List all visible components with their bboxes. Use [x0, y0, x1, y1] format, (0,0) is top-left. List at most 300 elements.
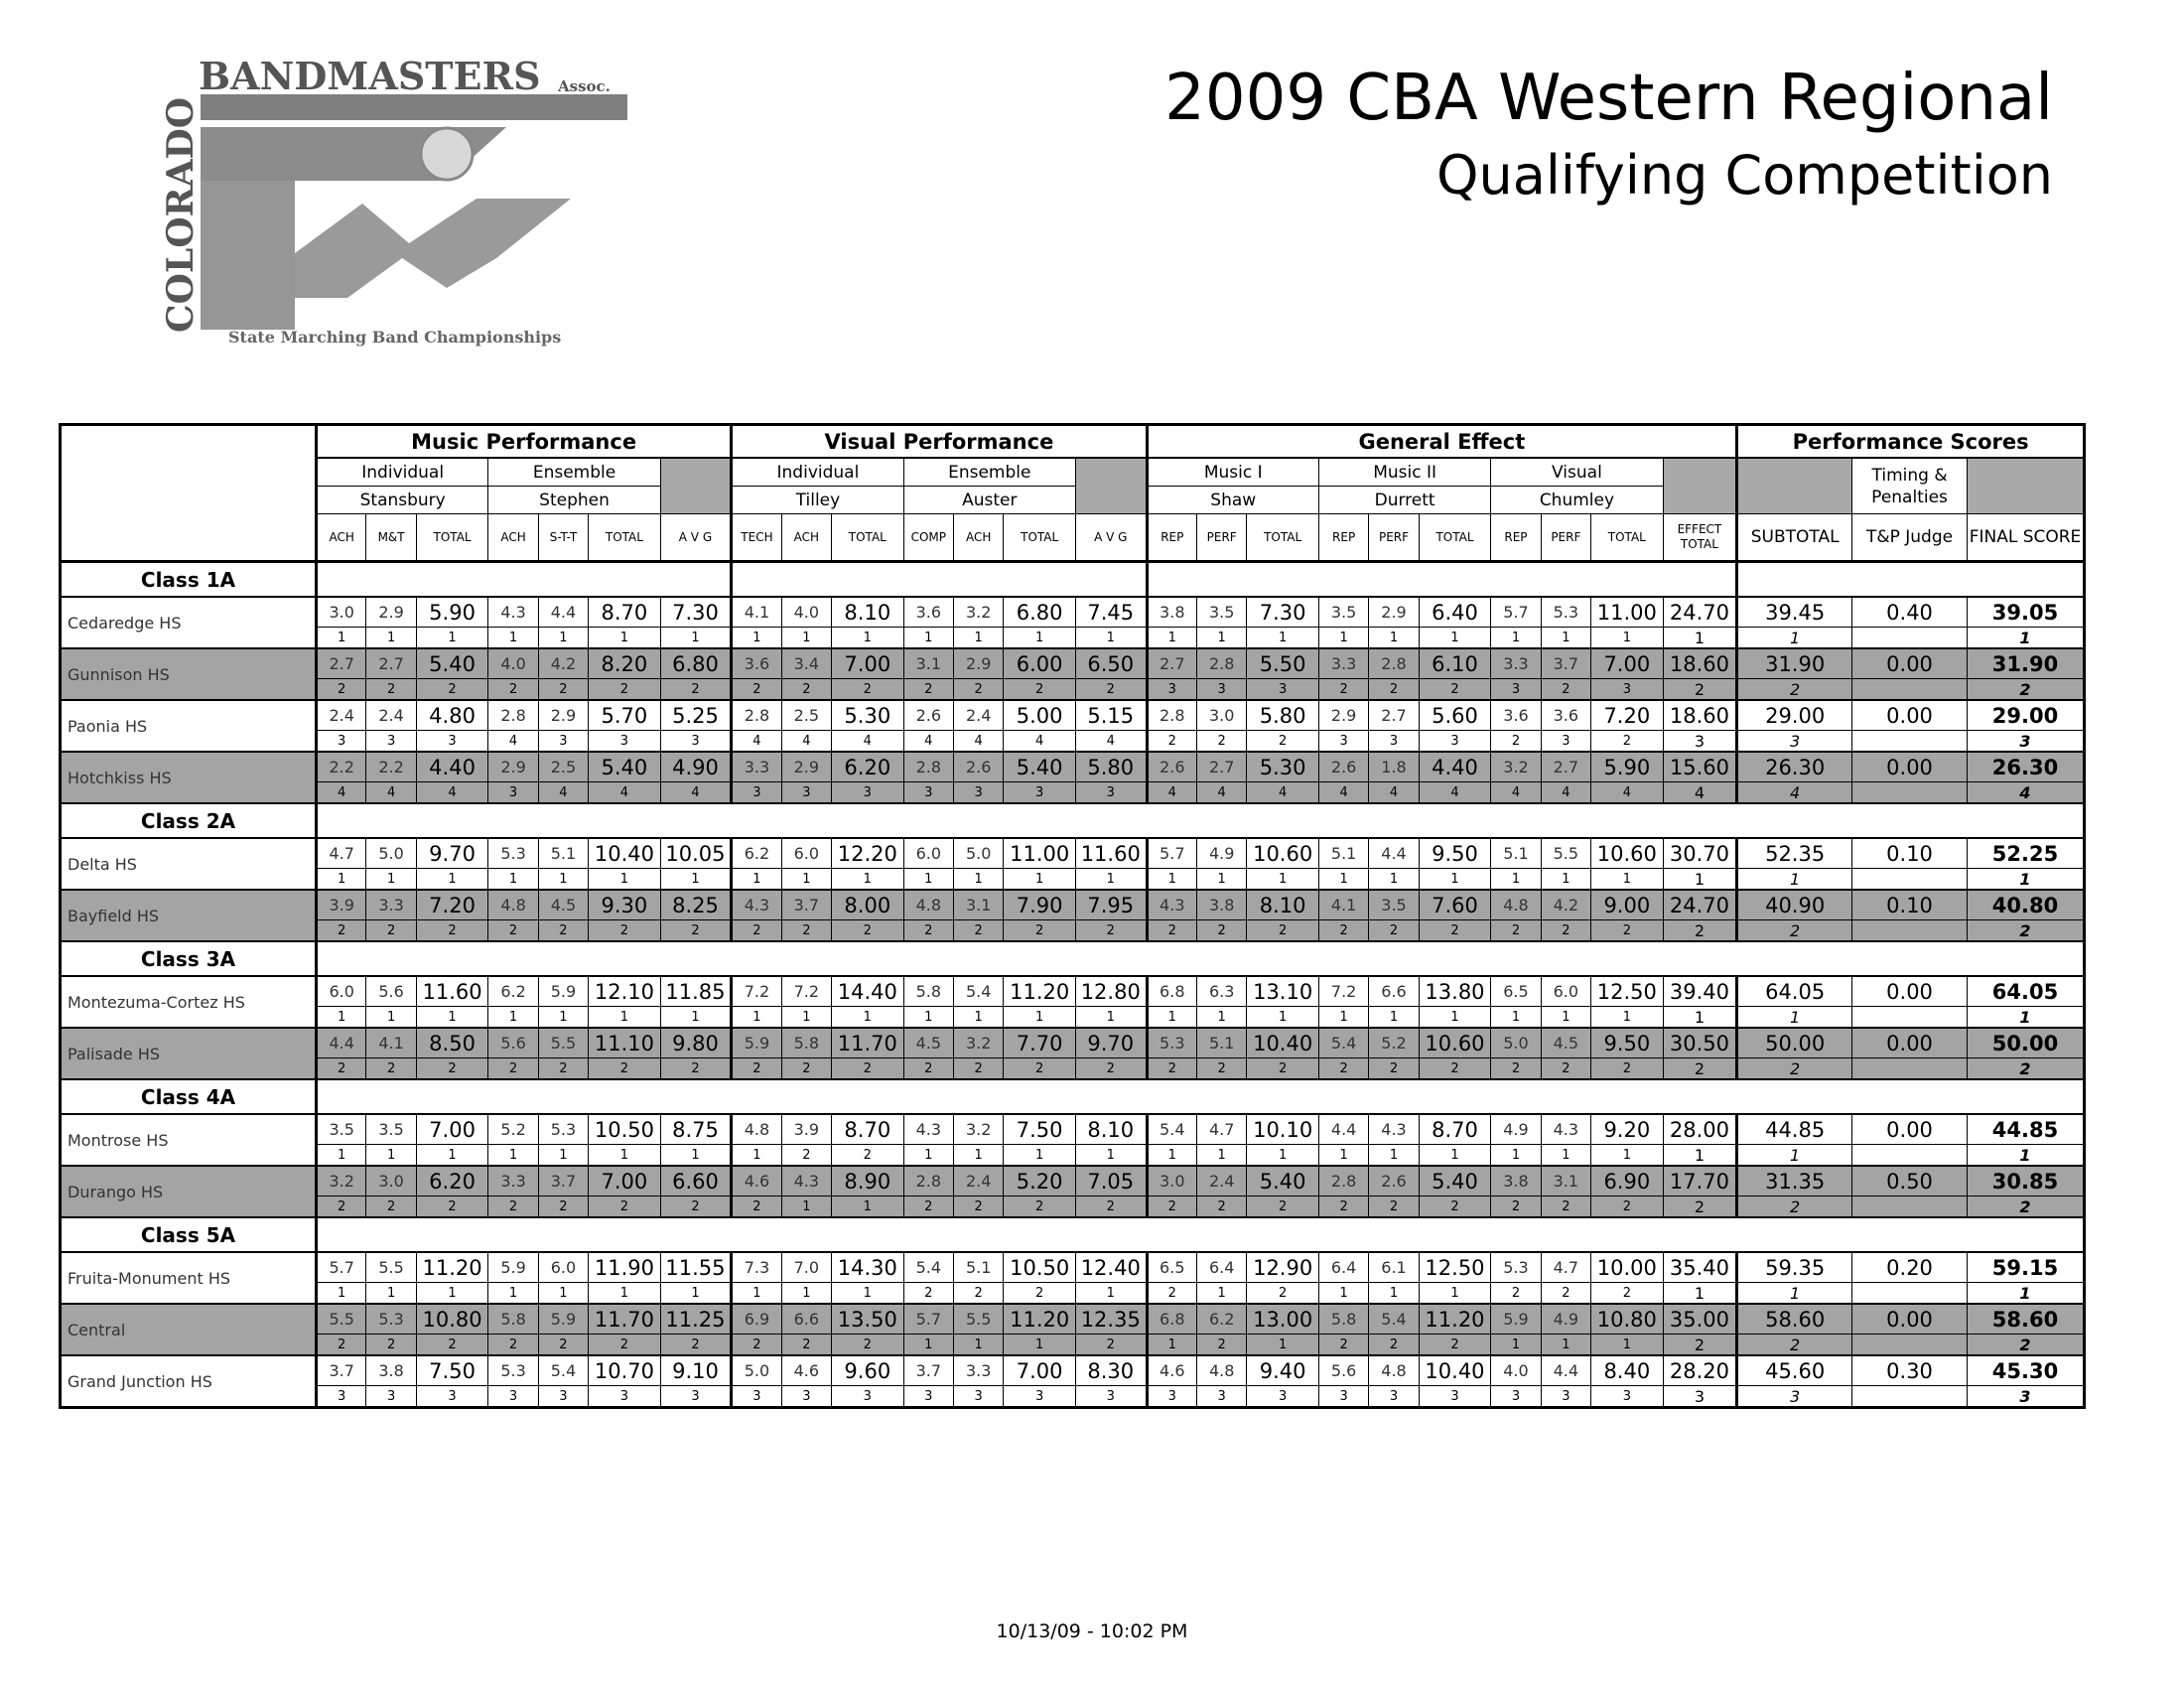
rank-cell: 2 — [1491, 1283, 1541, 1305]
score-cell: 6.8 — [1147, 976, 1196, 1007]
score-cell: 6.3 — [1196, 976, 1246, 1007]
rank-cell: 1 — [1247, 1335, 1319, 1356]
score-cell: 3.8 — [1196, 890, 1246, 920]
final-rank: 2 — [1967, 920, 2084, 942]
rank-cell: 2 — [317, 1335, 366, 1356]
rank-cell: 2 — [781, 679, 831, 701]
rank-cell: 2 — [781, 1335, 831, 1356]
score-cell: 7.50 — [416, 1355, 488, 1386]
score-cell: 12.10 — [589, 976, 661, 1007]
score-cell: 3.2 — [953, 1028, 1003, 1058]
score-cell: 4.7 — [1541, 1252, 1590, 1283]
rank-cell: 3 — [1419, 1386, 1491, 1408]
score-cell: 7.90 — [1004, 890, 1076, 920]
score-cell: 4.6 — [1147, 1355, 1196, 1386]
rank-cell: 1 — [1419, 1007, 1491, 1029]
rank-cell: 2 — [732, 1196, 781, 1218]
score-cell: 30.70 — [1663, 838, 1737, 869]
score-cell: 5.7 — [1147, 838, 1196, 869]
rank-cell: 1 — [781, 869, 831, 891]
rank-cell: 1 — [366, 1283, 416, 1305]
rank-cell: 1 — [1491, 1007, 1541, 1029]
rank-cell: 1 — [1591, 1145, 1664, 1167]
score-cell: 31.90 — [1737, 648, 1852, 679]
score-cell: 4.5 — [1541, 1028, 1590, 1058]
score-cell: 4.3 — [1147, 890, 1196, 920]
footer-timestamp: 10/13/09 - 10:02 PM — [996, 1620, 1188, 1642]
score-cell: 39.45 — [1737, 597, 1852, 628]
score-cell: 64.05 — [1737, 976, 1852, 1007]
score-cell: 5.4 — [903, 1252, 953, 1283]
rank-cell: 2 — [1419, 679, 1491, 701]
rank-cell: 2 — [589, 1335, 661, 1356]
rank-cell: 1 — [1318, 1007, 1368, 1029]
rank-cell: 2 — [732, 920, 781, 942]
rank-cell: 2 — [1147, 1058, 1196, 1080]
rank-cell: 1 — [488, 869, 538, 891]
rank-cell: 1 — [1737, 628, 1852, 649]
column-header: EFFECT TOTAL — [1663, 514, 1737, 562]
rank-cell: 3 — [1419, 731, 1491, 753]
score-cell: 5.0 — [1491, 1028, 1541, 1058]
rank-row — [61, 1386, 2085, 1408]
rank-cell: 3 — [1591, 1386, 1664, 1408]
rank-cell: 1 — [1541, 1007, 1590, 1029]
score-cell: 6.5 — [1147, 1252, 1196, 1283]
rank-cell: 2 — [416, 1335, 488, 1356]
final-score: 64.05 — [1967, 976, 2084, 1007]
rank-cell: 2 — [903, 1196, 953, 1218]
rank-cell: 2 — [1663, 1335, 1737, 1356]
rank-cell: 1 — [1541, 1335, 1590, 1356]
rank-cell: 2 — [538, 679, 588, 701]
score-cell: 7.50 — [1004, 1114, 1076, 1145]
rank-cell: 2 — [538, 1335, 588, 1356]
rank-cell: 1 — [953, 628, 1003, 649]
score-cell: 28.20 — [1663, 1355, 1737, 1386]
rank-cell: 2 — [1004, 1058, 1076, 1080]
rank-cell: 2 — [1491, 920, 1541, 942]
rank-cell: 1 — [1318, 628, 1368, 649]
corner-cell — [61, 425, 317, 562]
rank-cell: 3 — [1491, 1386, 1541, 1408]
rank-row — [61, 869, 2085, 891]
rank-cell: 1 — [366, 1007, 416, 1029]
ge-total-header-blank — [1663, 458, 1737, 514]
rank-cell: 2 — [1419, 920, 1491, 942]
rank-cell: 4 — [1318, 782, 1368, 804]
score-cell: 4.90 — [660, 752, 732, 782]
score-cell: 3.6 — [1541, 700, 1590, 731]
rank-cell: 1 — [1196, 628, 1246, 649]
score-cell: 4.8 — [488, 890, 538, 920]
rank-cell: 2 — [660, 1058, 732, 1080]
score-cell: 58.60 — [1737, 1304, 1852, 1335]
score-cell: 13.10 — [1247, 976, 1319, 1007]
score-cell: 3.0 — [1147, 1166, 1196, 1196]
score-cell: 26.30 — [1737, 752, 1852, 782]
judge-visual-ensemble: Auster — [903, 487, 1075, 514]
rank-cell: 2 — [732, 679, 781, 701]
column-header: A V G — [1075, 514, 1147, 562]
rank-cell: 1 — [538, 628, 588, 649]
rank-cell: 2 — [317, 1196, 366, 1218]
score-cell: 0.30 — [1852, 1355, 1968, 1386]
score-cell: 50.00 — [1737, 1028, 1852, 1058]
rank-cell: 1 — [1491, 628, 1541, 649]
score-cell: 18.60 — [1663, 700, 1737, 731]
judge-music-individual: Stansbury — [317, 487, 488, 514]
rank-cell: 1 — [317, 1007, 366, 1029]
band-name: Durango HS — [61, 1166, 317, 1217]
score-cell: 5.4 — [1369, 1304, 1419, 1335]
score-cell: 4.40 — [416, 752, 488, 782]
rank-cell: 1 — [1004, 1335, 1076, 1356]
score-cell: 7.2 — [1318, 976, 1368, 1007]
rank-cell: 3 — [832, 1386, 904, 1408]
rank-cell: 2 — [1147, 920, 1196, 942]
rank-cell: 1 — [1737, 1145, 1852, 1167]
score-cell: 7.60 — [1419, 890, 1491, 920]
score-cell: 5.25 — [660, 700, 732, 731]
column-header: ACH — [317, 514, 366, 562]
rank-cell: 1 — [1737, 1007, 1852, 1029]
score-cell: 5.5 — [538, 1028, 588, 1058]
rank-cell: 3 — [416, 1386, 488, 1408]
rank-cell: 1 — [1075, 628, 1147, 649]
score-cell: 4.2 — [538, 648, 588, 679]
rank-cell: 3 — [1247, 679, 1319, 701]
score-cell: 4.9 — [1491, 1114, 1541, 1145]
rank-cell: 2 — [903, 920, 953, 942]
rank-cell: 2 — [1663, 1196, 1737, 1218]
rank-row — [61, 1196, 2085, 1218]
rank-cell: 4 — [781, 731, 831, 753]
rank-cell: 2 — [1247, 1283, 1319, 1305]
score-cell: 4.8 — [1369, 1355, 1419, 1386]
rank-cell: 2 — [1369, 1058, 1419, 1080]
score-cell: 6.2 — [488, 976, 538, 1007]
score-cell: 12.35 — [1075, 1304, 1147, 1335]
score-cell: 7.30 — [660, 597, 732, 628]
column-header: REP — [1491, 514, 1541, 562]
score-cell: 5.40 — [1247, 1166, 1319, 1196]
final-score: 58.60 — [1967, 1304, 2084, 1335]
rank-cell: 3 — [660, 1386, 732, 1408]
score-cell: 2.2 — [317, 752, 366, 782]
score-cell: 5.3 — [1491, 1252, 1541, 1283]
score-cell: 4.6 — [781, 1355, 831, 1386]
score-cell: 31.35 — [1737, 1166, 1852, 1196]
score-cell: 2.6 — [1147, 752, 1196, 782]
rank-cell: 2 — [1147, 731, 1196, 753]
score-cell: 8.70 — [832, 1114, 904, 1145]
score-cell: 5.0 — [366, 838, 416, 869]
score-cell: 3.7 — [1541, 648, 1590, 679]
table-row — [61, 700, 2085, 731]
final-score: 26.30 — [1967, 752, 2084, 782]
score-cell: 5.4 — [1318, 1028, 1368, 1058]
rank-cell: 2 — [1737, 1335, 1852, 1356]
rank-cell: 2 — [538, 920, 588, 942]
rank-cell: 2 — [538, 1196, 588, 1218]
band-name: Montezuma-Cortez HS — [61, 976, 317, 1028]
score-cell: 5.3 — [1541, 597, 1590, 628]
rank-cell: 2 — [1318, 1335, 1368, 1356]
final-rank: 2 — [1967, 1196, 2084, 1218]
score-cell: 4.5 — [903, 1028, 953, 1058]
rank-row — [61, 628, 2085, 649]
score-cell: 3.3 — [1491, 648, 1541, 679]
rank-cell: 1 — [1491, 1145, 1541, 1167]
column-header: TOTAL — [832, 514, 904, 562]
score-cell: 4.5 — [538, 890, 588, 920]
rank-cell: 2 — [1147, 1196, 1196, 1218]
score-cell: 6.50 — [1075, 648, 1147, 679]
rank-cell: 1 — [1737, 869, 1852, 891]
score-cell: 39.40 — [1663, 976, 1737, 1007]
score-cell: 8.00 — [832, 890, 904, 920]
rank-cell: 2 — [589, 1058, 661, 1080]
score-cell: 2.4 — [953, 700, 1003, 731]
table-row — [61, 976, 2085, 1007]
score-cell: 3.6 — [1491, 700, 1541, 731]
logo-bandmasters: BANDMASTERS — [199, 54, 541, 98]
score-cell: 3.2 — [317, 1166, 366, 1196]
rank-cell: 4 — [1004, 731, 1076, 753]
rank-cell — [1852, 1196, 1968, 1218]
score-cell: 30.50 — [1663, 1028, 1737, 1058]
score-cell: 12.40 — [1075, 1252, 1147, 1283]
score-cell: 5.7 — [317, 1252, 366, 1283]
rank-cell: 2 — [732, 1335, 781, 1356]
score-cell: 2.8 — [1318, 1166, 1368, 1196]
rank-cell: 1 — [903, 1145, 953, 1167]
rank-cell: 2 — [732, 1058, 781, 1080]
score-cell: 13.50 — [832, 1304, 904, 1335]
rank-cell: 2 — [366, 920, 416, 942]
score-cell: 4.4 — [1541, 1355, 1590, 1386]
final-rank: 1 — [1967, 1145, 2084, 1167]
band-name: Central — [61, 1304, 317, 1355]
rank-cell: 1 — [1369, 1283, 1419, 1305]
score-cell: 5.30 — [832, 700, 904, 731]
rank-cell: 2 — [1591, 731, 1664, 753]
final-score: 29.00 — [1967, 700, 2084, 731]
rank-cell: 3 — [538, 1386, 588, 1408]
score-cell: 5.8 — [781, 1028, 831, 1058]
rank-cell — [1852, 1145, 1968, 1167]
rank-cell — [1852, 920, 1968, 942]
rank-cell: 3 — [1196, 1386, 1246, 1408]
rank-cell: 1 — [1491, 869, 1541, 891]
rank-cell: 1 — [660, 1007, 732, 1029]
score-cell: 4.3 — [732, 890, 781, 920]
score-cell: 6.90 — [1591, 1166, 1664, 1196]
judge-ge-music-2: Durrett — [1318, 487, 1490, 514]
rank-cell: 2 — [660, 679, 732, 701]
rank-cell: 2 — [1737, 1058, 1852, 1080]
column-header: T&P Judge — [1852, 514, 1968, 562]
score-cell: 3.4 — [781, 648, 831, 679]
final-rank: 1 — [1967, 628, 2084, 649]
rank-cell: 3 — [781, 782, 831, 804]
rank-cell: 1 — [1318, 1145, 1368, 1167]
rank-cell: 3 — [589, 1386, 661, 1408]
score-cell: 4.40 — [1419, 752, 1491, 782]
score-cell: 2.9 — [488, 752, 538, 782]
class-row-blank — [1737, 562, 2085, 598]
score-cell: 7.70 — [1004, 1028, 1076, 1058]
logo-colorado: COLORADO — [160, 96, 202, 333]
score-cell: 24.70 — [1663, 597, 1737, 628]
score-cell: 2.7 — [1147, 648, 1196, 679]
score-cell: 3.2 — [1491, 752, 1541, 782]
rank-cell: 2 — [953, 679, 1003, 701]
rank-cell: 2 — [1591, 1196, 1664, 1218]
rank-cell: 3 — [1369, 731, 1419, 753]
score-cell: 11.55 — [660, 1252, 732, 1283]
rank-cell: 4 — [317, 782, 366, 804]
class-label: Class 2A — [61, 803, 317, 838]
rank-cell: 4 — [416, 782, 488, 804]
score-cell: 3.0 — [317, 597, 366, 628]
column-header: REP — [1318, 514, 1368, 562]
rank-cell: 1 — [903, 869, 953, 891]
score-cell: 10.60 — [1591, 838, 1664, 869]
sub-ge-music-1: Music I — [1147, 458, 1318, 487]
column-header: A V G — [660, 514, 732, 562]
rank-cell: 2 — [1318, 679, 1368, 701]
score-cell: 12.50 — [1419, 1252, 1491, 1283]
rank-cell: 1 — [589, 628, 661, 649]
score-cell: 4.0 — [488, 648, 538, 679]
score-cell: 5.7 — [903, 1304, 953, 1335]
rank-cell: 1 — [317, 628, 366, 649]
score-cell: 6.0 — [903, 838, 953, 869]
score-cell: 5.3 — [538, 1114, 588, 1145]
rank-cell: 1 — [1591, 1007, 1664, 1029]
column-header: ACH — [488, 514, 538, 562]
table-row — [61, 838, 2085, 869]
rank-cell: 2 — [781, 1145, 831, 1167]
rank-cell: 4 — [1419, 782, 1491, 804]
column-header: TECH — [732, 514, 781, 562]
rank-cell: 1 — [416, 1145, 488, 1167]
judge-visual-individual: Tilley — [732, 487, 903, 514]
score-cell: 3.0 — [1196, 700, 1246, 731]
rank-cell: 3 — [1737, 1386, 1852, 1408]
final-rank: 4 — [1967, 782, 2084, 804]
group-performance-scores: Performance Scores — [1737, 425, 2085, 459]
final-rank: 1 — [1967, 1283, 2084, 1305]
score-cell: 8.50 — [416, 1028, 488, 1058]
rank-cell: 2 — [1004, 920, 1076, 942]
rank-cell: 2 — [903, 679, 953, 701]
band-name: Delta HS — [61, 838, 317, 890]
final-score: 30.85 — [1967, 1166, 2084, 1196]
rank-cell: 2 — [416, 1058, 488, 1080]
score-cell: 6.20 — [832, 752, 904, 782]
score-cell: 2.9 — [781, 752, 831, 782]
rank-cell: 1 — [953, 1007, 1003, 1029]
rank-cell — [1852, 1335, 1968, 1356]
score-cell: 7.00 — [1591, 648, 1664, 679]
score-cell: 2.7 — [366, 648, 416, 679]
rank-cell: 2 — [1663, 679, 1737, 701]
score-cell: 2.4 — [953, 1166, 1003, 1196]
class-row-blank — [732, 562, 1147, 598]
score-cell: 7.95 — [1075, 890, 1147, 920]
score-cell: 2.6 — [953, 752, 1003, 782]
score-cell: 6.4 — [1196, 1252, 1246, 1283]
band-name: Cedaredge HS — [61, 597, 317, 648]
score-cell: 2.8 — [1369, 648, 1419, 679]
score-cell: 11.25 — [660, 1304, 732, 1335]
column-header: TOTAL — [589, 514, 661, 562]
rank-row — [61, 1335, 2085, 1356]
rank-cell: 1 — [1369, 1145, 1419, 1167]
score-cell: 8.70 — [589, 597, 661, 628]
score-cell: 4.0 — [781, 597, 831, 628]
score-cell: 35.40 — [1663, 1252, 1737, 1283]
score-cell: 0.00 — [1852, 752, 1968, 782]
score-cell: 7.00 — [589, 1166, 661, 1196]
rank-cell: 1 — [732, 869, 781, 891]
score-cell: 5.90 — [1591, 752, 1664, 782]
score-cell: 5.20 — [1004, 1166, 1076, 1196]
column-header: M&T — [366, 514, 416, 562]
score-cell: 2.7 — [317, 648, 366, 679]
score-cell: 5.3 — [488, 1355, 538, 1386]
rank-cell: 2 — [1196, 731, 1246, 753]
rank-cell: 1 — [1004, 869, 1076, 891]
column-header: COMP — [903, 514, 953, 562]
rank-cell: 2 — [660, 920, 732, 942]
score-cell: 9.50 — [1591, 1028, 1664, 1058]
rank-cell: 2 — [660, 1196, 732, 1218]
score-cell: 2.4 — [317, 700, 366, 731]
rank-cell: 2 — [832, 1058, 904, 1080]
rank-cell: 3 — [903, 782, 953, 804]
rank-cell: 3 — [1491, 679, 1541, 701]
score-cell: 17.70 — [1663, 1166, 1737, 1196]
rank-cell: 1 — [488, 1007, 538, 1029]
score-cell: 2.9 — [538, 700, 588, 731]
rank-cell: 1 — [416, 1007, 488, 1029]
rank-cell: 1 — [1247, 869, 1319, 891]
table-row — [61, 648, 2085, 679]
score-cell: 40.90 — [1737, 890, 1852, 920]
score-cell: 29.00 — [1737, 700, 1852, 731]
rank-cell: 3 — [538, 731, 588, 753]
rank-cell: 4 — [1247, 782, 1319, 804]
score-cell: 5.40 — [589, 752, 661, 782]
score-cell: 5.00 — [1004, 700, 1076, 731]
sub-visual-individual: Individual — [732, 458, 903, 487]
score-cell: 5.6 — [366, 976, 416, 1007]
score-cell: 3.5 — [1318, 597, 1368, 628]
score-cell: 11.60 — [416, 976, 488, 1007]
rank-cell: 1 — [781, 1283, 831, 1305]
score-cell: 7.45 — [1075, 597, 1147, 628]
score-cell: 9.30 — [589, 890, 661, 920]
score-cell: 4.8 — [732, 1114, 781, 1145]
score-cell: 6.1 — [1369, 1252, 1419, 1283]
rank-cell: 1 — [832, 1007, 904, 1029]
page-title: 2009 CBA Western Regional — [1164, 62, 2053, 135]
rank-cell: 1 — [589, 1283, 661, 1305]
